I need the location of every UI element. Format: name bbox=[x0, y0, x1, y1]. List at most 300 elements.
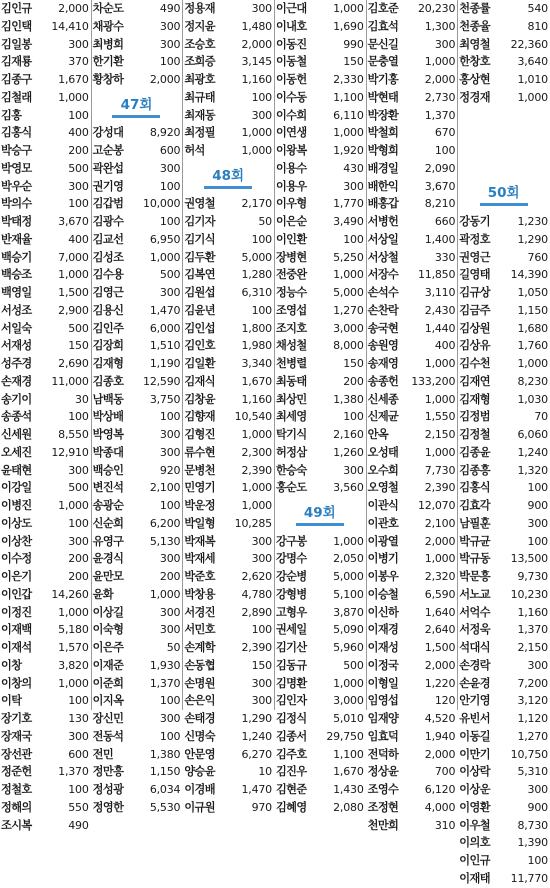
donor-row bbox=[459, 320, 548, 338]
donor-name: 김창윤 bbox=[184, 392, 215, 406]
donor-row bbox=[459, 817, 548, 835]
donor-name: 정만흥 bbox=[92, 765, 124, 779]
donation-amount: 300 bbox=[159, 286, 181, 299]
donor-name: 이지옥 bbox=[92, 694, 124, 708]
donation-amount: 1,300 bbox=[424, 19, 456, 33]
donor-name: 이탁 bbox=[1, 694, 22, 708]
donation-amount: 970 bbox=[251, 800, 272, 814]
donation-amount: 6,110 bbox=[333, 108, 364, 122]
donor-row bbox=[368, 568, 456, 586]
donor-name: 이동헌 bbox=[275, 73, 307, 86]
donation-amount: 2,620 bbox=[241, 570, 272, 583]
donation-amount: 1,500 bbox=[58, 286, 89, 299]
donor-name: 최광호 bbox=[184, 73, 215, 86]
donor-name: 최세영 bbox=[275, 410, 307, 424]
donor-name: 안기영 bbox=[459, 694, 490, 708]
donor-row bbox=[1, 621, 89, 639]
donor-name: 김기자 bbox=[184, 215, 215, 228]
donor-row bbox=[459, 444, 548, 462]
donor-row bbox=[93, 462, 181, 480]
donor-name: 김규상 bbox=[459, 286, 490, 299]
donation-amount: 100 bbox=[159, 499, 181, 512]
donor-name: 차순도 bbox=[92, 2, 124, 15]
donor-name: 임재양 bbox=[367, 712, 399, 725]
donor-name: 김교선 bbox=[92, 232, 124, 246]
donation-amount: 100 bbox=[434, 144, 456, 157]
donor-row bbox=[368, 337, 456, 355]
donor-name: 유빈서 bbox=[459, 712, 490, 725]
donor-name: 이재준 bbox=[92, 658, 124, 672]
donor-name: 장선관 bbox=[1, 747, 32, 761]
donor-name: 손찬락 bbox=[367, 303, 399, 317]
donation-amount: 100 bbox=[68, 108, 89, 122]
donor-row bbox=[368, 89, 456, 107]
donation-amount: 500 bbox=[68, 481, 89, 495]
donor-name: 서재성 bbox=[1, 339, 32, 353]
donor-row bbox=[1, 337, 89, 355]
donor-row bbox=[368, 462, 456, 480]
donation-amount: 3,670 bbox=[58, 215, 89, 228]
donor-row bbox=[276, 728, 364, 746]
donor-name: 이신하 bbox=[367, 605, 399, 619]
donation-amount: 370 bbox=[68, 55, 89, 69]
donor-name: 정용재 bbox=[184, 2, 215, 15]
donor-row bbox=[184, 444, 272, 462]
class-year-header bbox=[276, 497, 364, 533]
donation-amount: 1,010 bbox=[517, 73, 548, 86]
donor-name: 남백동 bbox=[92, 392, 124, 406]
donor-row bbox=[184, 692, 272, 710]
donor-name: 박장환 bbox=[367, 108, 399, 122]
donor-name: 최병희 bbox=[92, 37, 124, 51]
donor-row bbox=[459, 71, 548, 89]
donor-row bbox=[459, 657, 548, 675]
donor-row bbox=[368, 781, 456, 799]
donor-name: 전덕하 bbox=[367, 747, 399, 761]
donor-row bbox=[368, 692, 456, 710]
donation-amount: 1,550 bbox=[424, 410, 456, 424]
donor-name: 이상도 bbox=[1, 516, 32, 530]
donor-name: 김재식 bbox=[184, 374, 215, 388]
donor-name: 정철호 bbox=[1, 783, 32, 796]
donor-name: 김상유 bbox=[459, 339, 490, 353]
donor-row bbox=[276, 337, 364, 355]
donation-amount: 2,890 bbox=[241, 605, 272, 619]
donor-name: 서민호 bbox=[184, 623, 215, 637]
donor-name: 신세원 bbox=[1, 428, 32, 441]
donor-row bbox=[184, 586, 272, 604]
donation-amount: 130 bbox=[68, 712, 89, 725]
class-year-label: 47회 bbox=[112, 96, 160, 118]
donor-row bbox=[368, 799, 456, 817]
donor-name: 김종흥 bbox=[459, 463, 490, 477]
donor-row bbox=[459, 231, 548, 249]
donor-row bbox=[276, 124, 364, 142]
donor-row bbox=[459, 479, 548, 497]
donor-row bbox=[368, 479, 456, 497]
donor-row bbox=[459, 728, 548, 746]
donation-amount: 120 bbox=[434, 694, 456, 708]
donor-name: 이근대 bbox=[275, 2, 307, 15]
donation-amount: 300 bbox=[251, 552, 272, 566]
donor-row bbox=[368, 515, 456, 533]
donor-name: 김철래 bbox=[1, 90, 32, 104]
donor-name: 이우형 bbox=[275, 197, 307, 211]
donor-name: 장병현 bbox=[275, 250, 307, 264]
donation-amount: 2,000 bbox=[424, 747, 456, 761]
donor-row bbox=[276, 675, 364, 693]
donor-name: 백승조 bbox=[1, 268, 32, 282]
donor-row bbox=[93, 0, 181, 18]
donation-amount: 1,400 bbox=[424, 232, 456, 246]
donation-amount: 1,190 bbox=[149, 357, 181, 370]
donor-row bbox=[1, 53, 89, 71]
donor-name: 박규동 bbox=[459, 552, 490, 566]
donor-row bbox=[276, 533, 364, 551]
donor-name: 김상원 bbox=[459, 321, 490, 335]
donor-name: 최동태 bbox=[275, 374, 307, 388]
donation-amount: 1,000 bbox=[241, 144, 272, 157]
donor-row bbox=[1, 89, 89, 107]
donor-row bbox=[1, 320, 89, 338]
donation-amount: 300 bbox=[343, 463, 364, 477]
donor-name: 손윤경 bbox=[459, 676, 490, 690]
donor-name: 박영모 bbox=[1, 161, 32, 175]
donor-row bbox=[276, 195, 364, 213]
donation-amount: 5,250 bbox=[333, 250, 364, 264]
donor-name: 이동길 bbox=[459, 729, 490, 743]
donation-amount: 310 bbox=[434, 818, 456, 832]
donation-amount: 50 bbox=[258, 215, 272, 228]
donation-amount: 300 bbox=[434, 37, 456, 51]
donor-row bbox=[93, 781, 181, 799]
donation-amount: 300 bbox=[159, 445, 181, 459]
donor-name: 이광열 bbox=[367, 534, 399, 548]
donor-name: 김정식 bbox=[275, 712, 307, 725]
donor-row bbox=[93, 479, 181, 497]
donation-amount: 400 bbox=[68, 232, 89, 246]
donor-name: 천만희 bbox=[367, 818, 399, 832]
donor-name: 이의호 bbox=[459, 836, 490, 850]
donor-row bbox=[93, 444, 181, 462]
donation-amount: 900 bbox=[527, 499, 548, 512]
donor-row bbox=[93, 763, 181, 781]
donor-name: 이만기 bbox=[459, 747, 490, 761]
donor-row bbox=[276, 249, 364, 267]
donor-name: 석대식 bbox=[459, 641, 490, 654]
donation-amount: 2,080 bbox=[333, 800, 364, 814]
donor-name: 황창하 bbox=[92, 73, 124, 86]
donor-row bbox=[1, 391, 89, 409]
donation-amount: 1,150 bbox=[517, 303, 548, 317]
donation-amount: 5,000 bbox=[333, 286, 364, 299]
donor-name: 서성조 bbox=[1, 303, 32, 317]
donation-amount: 1,270 bbox=[333, 303, 364, 317]
donor-row bbox=[1, 195, 89, 213]
donor-name: 길영태 bbox=[459, 268, 490, 282]
donation-amount: 100 bbox=[527, 534, 548, 548]
donor-name: 전민 bbox=[92, 747, 114, 761]
donor-name: 이용우 bbox=[275, 179, 307, 193]
donor-row bbox=[459, 870, 548, 888]
donation-amount: 1,000 bbox=[333, 2, 364, 15]
donor-row bbox=[1, 231, 89, 249]
donor-name: 박상배 bbox=[92, 410, 124, 424]
donor-name: 이동진 bbox=[275, 37, 307, 51]
donor-name: 박우순 bbox=[1, 179, 32, 193]
donor-name: 정경재 bbox=[459, 90, 490, 104]
donation-amount: 5,130 bbox=[149, 534, 181, 548]
donation-amount: 11,000 bbox=[51, 374, 89, 388]
donation-amount: 300 bbox=[251, 2, 272, 15]
donor-row bbox=[93, 533, 181, 551]
donor-name: 변진석 bbox=[92, 481, 124, 495]
donor-row bbox=[1, 302, 89, 320]
donation-amount: 300 bbox=[159, 19, 181, 33]
donation-amount: 100 bbox=[159, 410, 181, 424]
donor-row bbox=[93, 604, 181, 622]
donation-amount: 1,370 bbox=[149, 676, 181, 690]
donor-row bbox=[93, 53, 181, 71]
donor-row bbox=[459, 89, 548, 107]
donor-row bbox=[184, 657, 272, 675]
donation-amount: 200 bbox=[159, 570, 181, 583]
donor-row bbox=[93, 71, 181, 89]
donor-row bbox=[93, 178, 181, 196]
donor-name: 곽정호 bbox=[459, 232, 490, 246]
donation-amount: 10,230 bbox=[510, 587, 548, 601]
donation-amount: 1,270 bbox=[517, 729, 548, 743]
donation-amount: 3,110 bbox=[424, 286, 456, 299]
class-year-header bbox=[184, 160, 272, 196]
donor-row bbox=[1, 657, 89, 675]
donor-name: 이병기 bbox=[367, 552, 399, 566]
donation-amount: 1,320 bbox=[517, 463, 548, 477]
donation-amount: 12,910 bbox=[51, 445, 89, 459]
donor-row bbox=[93, 515, 181, 533]
donor-row bbox=[1, 408, 89, 426]
donor-name: 김명환 bbox=[275, 676, 307, 690]
donation-amount: 3,000 bbox=[333, 694, 364, 708]
donor-name: 권세일 bbox=[275, 623, 307, 637]
donor-name: 이상락 bbox=[459, 765, 490, 779]
donation-amount: 11,770 bbox=[510, 871, 548, 885]
donor-row bbox=[368, 124, 456, 142]
donor-name: 전동석 bbox=[92, 729, 124, 743]
donation-amount: 150 bbox=[343, 357, 364, 370]
donor-name: 이재태 bbox=[459, 871, 490, 885]
donation-amount: 660 bbox=[434, 215, 456, 228]
donor-row bbox=[184, 124, 272, 142]
donor-name: 서억수 bbox=[459, 605, 490, 619]
donation-amount: 2,000 bbox=[241, 37, 272, 51]
donation-amount: 1,000 bbox=[517, 90, 548, 104]
donor-name: 이수동 bbox=[275, 90, 307, 104]
donor-name: 김갑범 bbox=[92, 197, 124, 211]
donor-name: 강구봉 bbox=[275, 534, 307, 548]
donation-amount: 7,000 bbox=[58, 250, 89, 264]
donor-name: 김금주 bbox=[459, 303, 490, 317]
donor-name: 탁기식 bbox=[275, 428, 307, 441]
donation-amount: 10,750 bbox=[510, 747, 548, 761]
donor-name: 박운정 bbox=[184, 499, 215, 512]
donation-amount: 300 bbox=[527, 516, 548, 530]
donation-amount: 1,220 bbox=[424, 676, 456, 690]
donor-name: 김종윤 bbox=[459, 445, 490, 459]
donor-row bbox=[1, 124, 89, 142]
donor-name: 박창용 bbox=[184, 587, 215, 601]
donation-amount: 8,210 bbox=[424, 197, 456, 211]
donor-name: 조영수 bbox=[367, 783, 399, 796]
donor-column-5 bbox=[367, 0, 459, 832]
donor-name: 김재형 bbox=[92, 357, 124, 370]
donor-row bbox=[368, 728, 456, 746]
donor-row bbox=[1, 462, 89, 480]
donation-amount: 3,490 bbox=[333, 215, 364, 228]
donor-row bbox=[184, 781, 272, 799]
donor-name: 최영철 bbox=[459, 37, 490, 51]
donor-row bbox=[1, 746, 89, 764]
donor-row bbox=[184, 621, 272, 639]
donation-amount: 100 bbox=[159, 179, 181, 193]
donation-amount: 2,150 bbox=[424, 428, 456, 441]
donor-name: 한창호 bbox=[459, 55, 490, 69]
donation-amount: 1,000 bbox=[333, 534, 364, 548]
donor-row bbox=[1, 178, 89, 196]
donor-name: 조시복 bbox=[1, 818, 32, 832]
donor-name: 김복연 bbox=[184, 268, 215, 282]
donor-row bbox=[276, 142, 364, 160]
donor-row bbox=[276, 302, 364, 320]
donation-amount: 430 bbox=[343, 161, 364, 175]
donor-row bbox=[1, 479, 89, 497]
donation-amount: 500 bbox=[159, 268, 181, 282]
donation-amount: 3,000 bbox=[333, 321, 364, 335]
donor-name: 전중완 bbox=[275, 268, 307, 282]
donor-name: 이준희 bbox=[92, 676, 124, 690]
donor-row bbox=[368, 18, 456, 36]
donor-name: 반재율 bbox=[1, 232, 32, 246]
donor-name: 오세진 bbox=[1, 445, 32, 459]
donor-row bbox=[93, 657, 181, 675]
donor-row bbox=[184, 675, 272, 693]
donor-row bbox=[184, 302, 272, 320]
donor-row bbox=[276, 604, 364, 622]
donor-row bbox=[184, 728, 272, 746]
donor-row bbox=[459, 763, 548, 781]
donation-amount: 1,000 bbox=[58, 90, 89, 104]
donor-row bbox=[459, 426, 548, 444]
donor-row bbox=[459, 621, 548, 639]
donor-name: 서상일 bbox=[367, 232, 399, 246]
donation-amount: 1,000 bbox=[424, 357, 456, 370]
donor-row bbox=[93, 426, 181, 444]
donor-row bbox=[276, 0, 364, 18]
donor-name: 김인규 bbox=[1, 2, 32, 15]
donor-row bbox=[93, 231, 181, 249]
donor-row bbox=[1, 533, 89, 551]
donation-amount: 100 bbox=[527, 481, 548, 495]
donor-row bbox=[93, 497, 181, 515]
donor-row bbox=[459, 36, 548, 54]
donor-name: 김홍식 bbox=[1, 126, 32, 140]
donor-name: 손계학 bbox=[184, 641, 215, 654]
donor-column-3 bbox=[183, 0, 275, 814]
donor-name: 박형희 bbox=[367, 144, 399, 157]
donor-row bbox=[184, 36, 272, 54]
donor-name: 박의수 bbox=[1, 197, 32, 211]
donation-amount: 3,640 bbox=[517, 55, 548, 69]
donor-column-2 bbox=[92, 0, 184, 814]
donation-amount: 330 bbox=[434, 250, 456, 264]
donor-row bbox=[1, 426, 89, 444]
donor-row bbox=[276, 36, 364, 54]
donor-row bbox=[184, 639, 272, 657]
donor-row bbox=[184, 763, 272, 781]
donation-amount: 7,200 bbox=[517, 676, 548, 690]
donor-row bbox=[93, 728, 181, 746]
donor-name: 이창의 bbox=[1, 676, 32, 690]
donor-row bbox=[276, 462, 364, 480]
donation-amount: 10,285 bbox=[234, 516, 272, 530]
donation-amount: 990 bbox=[343, 37, 364, 51]
donor-row bbox=[459, 337, 548, 355]
donor-row bbox=[368, 657, 456, 675]
donation-amount: 1,940 bbox=[424, 729, 456, 743]
donation-amount: 1,430 bbox=[333, 783, 364, 796]
donor-name: 장신민 bbox=[92, 712, 124, 725]
donor-name: 정지윤 bbox=[184, 19, 215, 33]
donor-row bbox=[1, 373, 89, 391]
donation-amount: 1,000 bbox=[241, 126, 272, 140]
donor-name: 신세종 bbox=[367, 392, 399, 406]
donor-name: 이은기 bbox=[1, 570, 32, 583]
donation-amount: 1,000 bbox=[333, 126, 364, 140]
donor-row bbox=[184, 266, 272, 284]
donation-amount: 1,640 bbox=[424, 605, 456, 619]
donation-amount: 8,550 bbox=[58, 428, 89, 441]
donation-amount: 2,640 bbox=[424, 623, 456, 637]
donation-amount: 1,500 bbox=[424, 641, 456, 654]
donor-row bbox=[276, 586, 364, 604]
donation-amount: 1,510 bbox=[149, 339, 181, 353]
donor-name: 조승호 bbox=[184, 37, 215, 51]
donor-row bbox=[459, 692, 548, 710]
donor-row bbox=[1, 355, 89, 373]
donor-row bbox=[459, 213, 548, 231]
donor-row bbox=[459, 373, 548, 391]
donor-name: 양승윤 bbox=[184, 765, 215, 779]
donation-amount: 1,000 bbox=[149, 250, 181, 264]
donor-row bbox=[276, 479, 364, 497]
donor-row bbox=[184, 710, 272, 728]
donation-amount: 3,560 bbox=[333, 481, 364, 495]
donor-row bbox=[459, 550, 548, 568]
donor-row bbox=[184, 746, 272, 764]
donor-name: 최재동 bbox=[184, 108, 215, 122]
donation-amount: 3,670 bbox=[424, 179, 456, 193]
donor-name: 이관호 bbox=[367, 516, 399, 530]
donor-column-6 bbox=[458, 0, 550, 885]
donor-row bbox=[276, 781, 364, 799]
donation-amount: 5,960 bbox=[333, 641, 364, 654]
donation-amount: 5,000 bbox=[333, 570, 364, 583]
donor-row bbox=[1, 550, 89, 568]
donor-row bbox=[1, 142, 89, 160]
donor-name: 강성대 bbox=[92, 126, 124, 140]
donation-amount: 1,930 bbox=[149, 658, 181, 672]
donation-amount: 3,820 bbox=[58, 658, 89, 672]
